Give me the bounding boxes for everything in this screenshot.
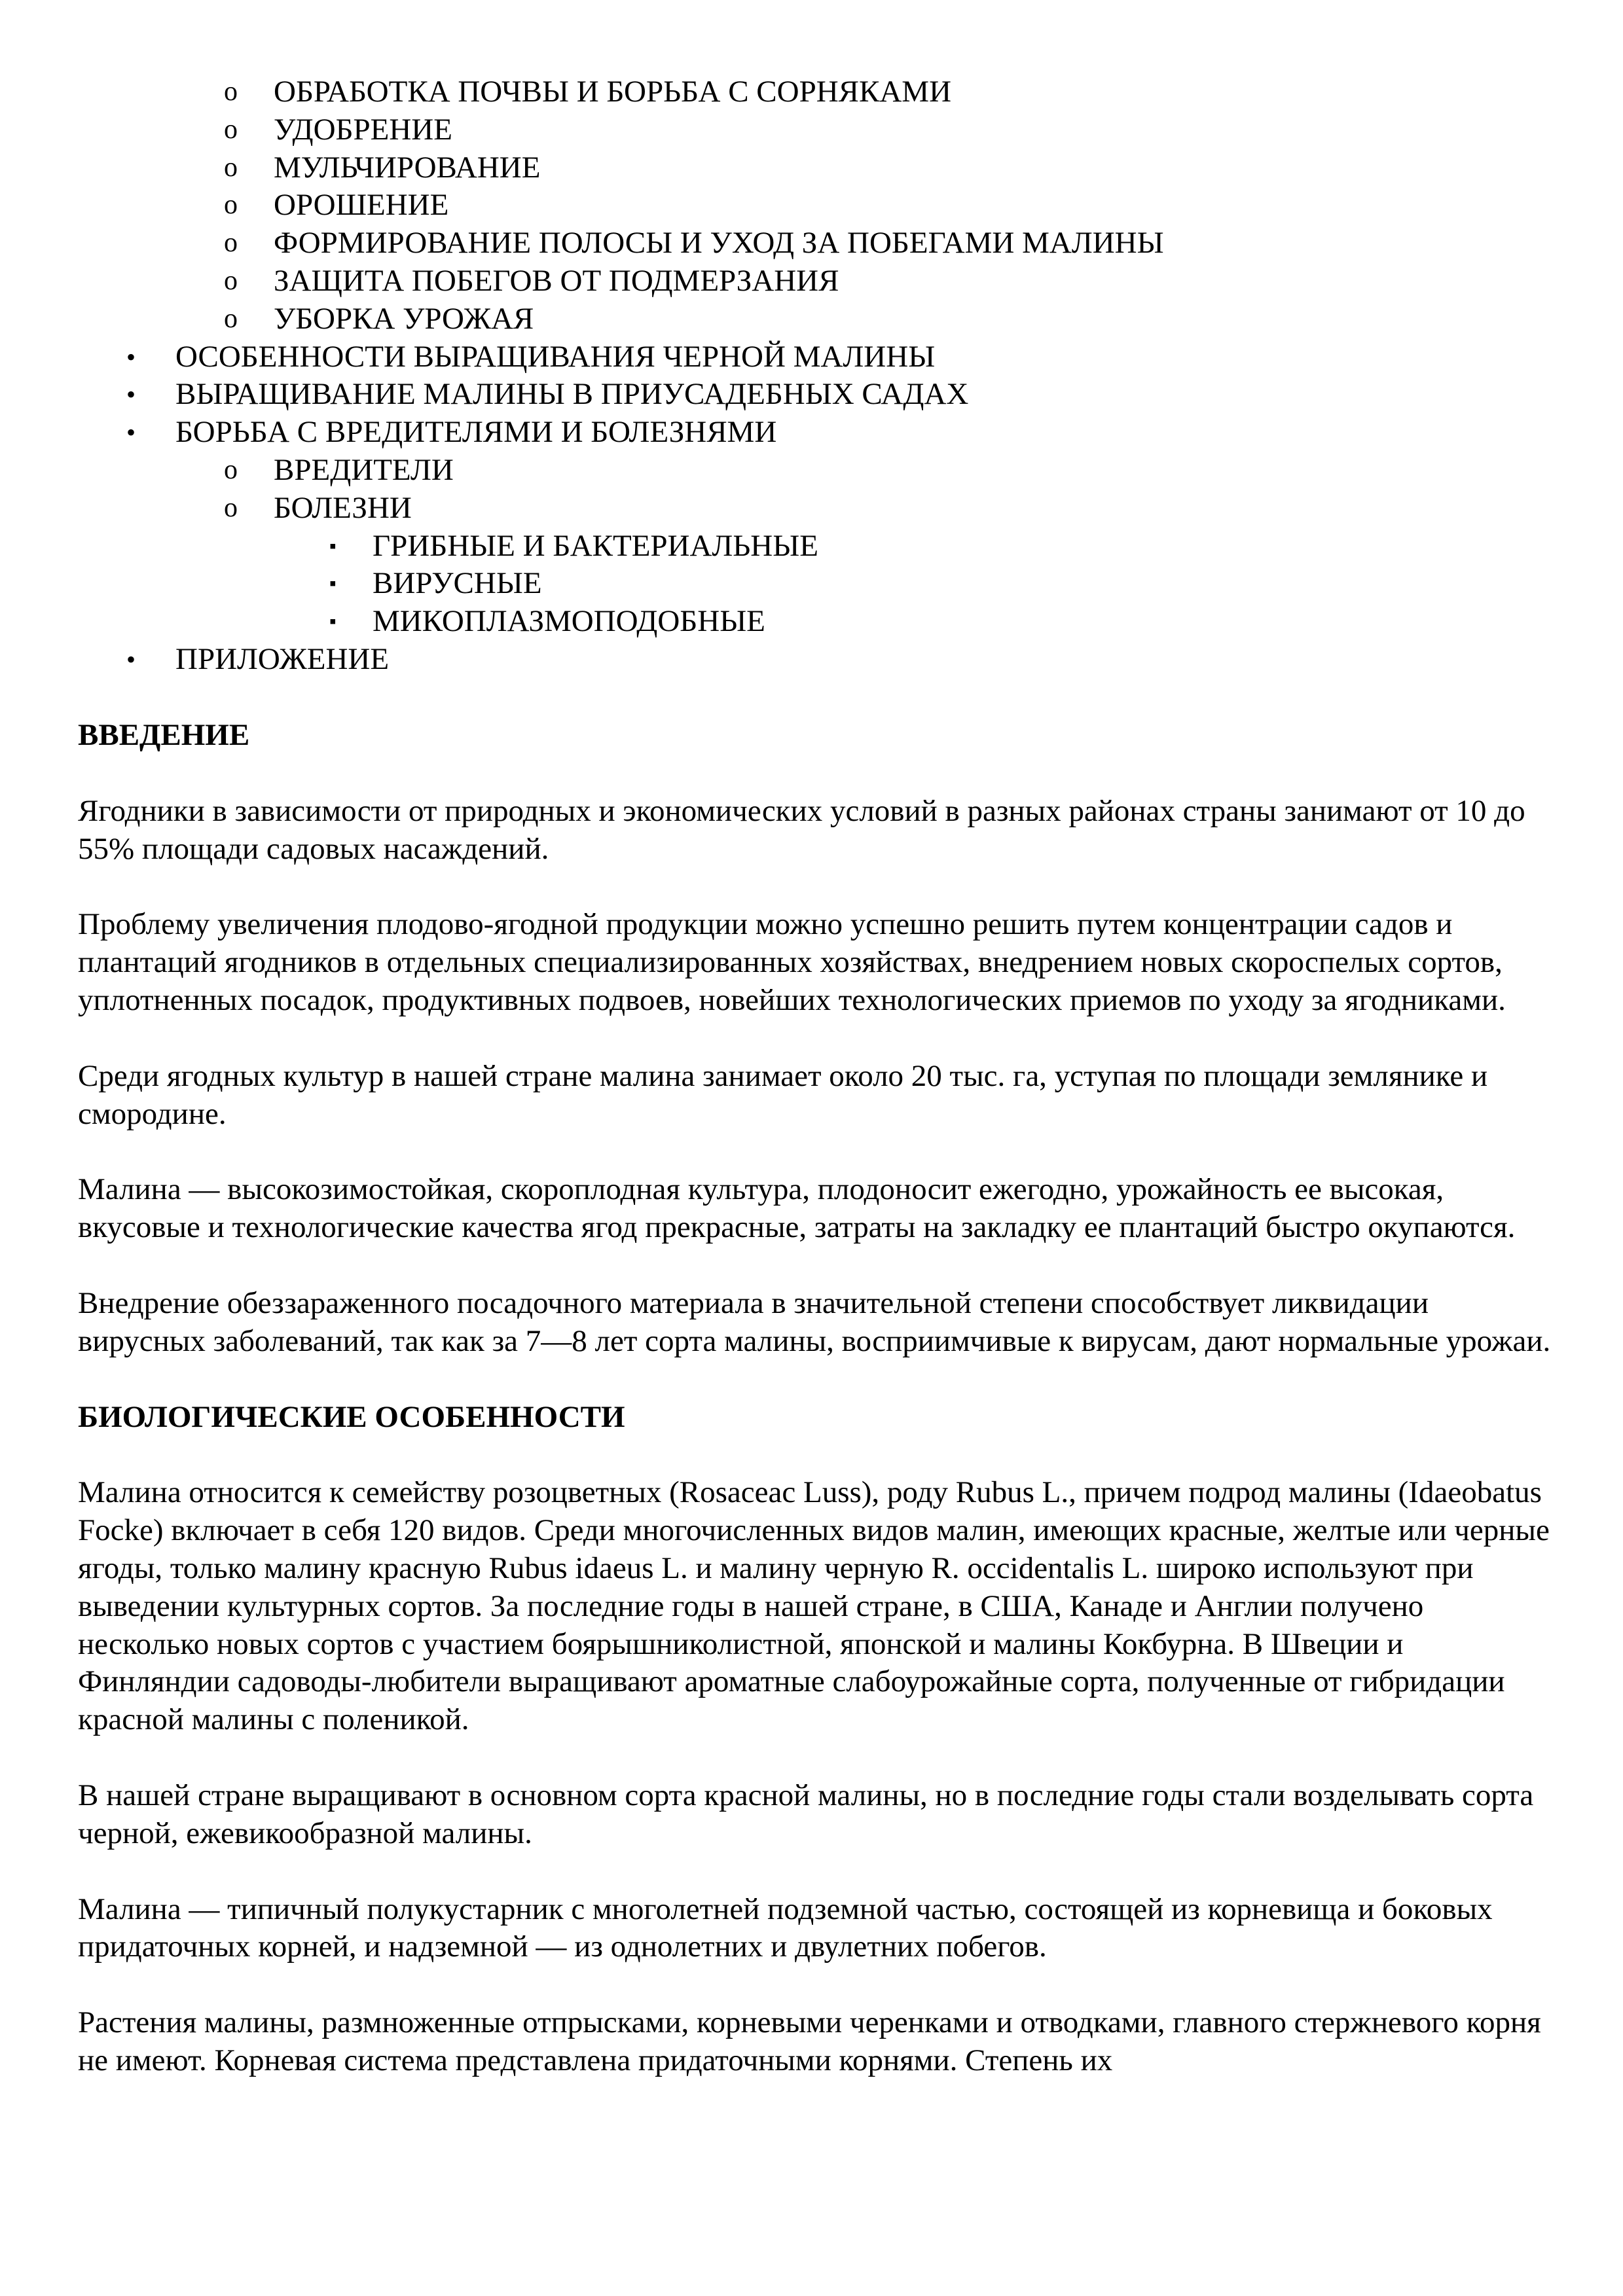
circle-bullet-icon: o (224, 265, 238, 296)
toc-item[interactable] (0, 262, 1623, 300)
square-bullet-icon: ▪ (329, 535, 337, 557)
paragraph: Ягодники в зависимости от природных и экономических условий в разных районах страны занимают от 10 до 55% площади садовых насаждений. (78, 793, 1525, 866)
document-body (78, 717, 1551, 2118)
toc-item-label: ВРЕДИТЕЛИ (274, 452, 454, 487)
paragraph: В нашей стране выращивают в основном сорта красной малины, но в последние годы стали возделывать сорта черной, ежевикообразной малины. (78, 1778, 1534, 1850)
toc-item-label: ОСОБЕННОСТИ ВЫРАЩИВАНИЯ ЧЕРНОЙ МАЛИНЫ (175, 339, 936, 374)
disc-bullet-icon: • (126, 380, 136, 410)
paragraph: Малина относится к семейству розоцветных (Rosaceac Luss), роду Rubus L., причем подрод малины (Idaeobatus Focke) включает в себя 120 видов. Среди многочисленных видов малин, имеющих красные, желтые или черные ягоды, только малину красную Rubus idaeus L. и малину черную R. occidentalis L. широко используют при выведении культурных сортов. За последние годы в нашей стране, в США, Канаде и Англии получено несколько новых сортов с участием боярышниколистной, японской и малины Кокбурна. В Швеции и Финляндии садоводы-любители выращивают ароматные слабоурожайные сорта, полученные от гибридации красной малины с поленикой. (78, 1475, 1550, 1737)
toc-item[interactable] (0, 300, 1623, 338)
disc-bullet-icon: • (126, 418, 136, 448)
square-bullet-icon: ▪ (329, 611, 337, 633)
toc-item[interactable] (0, 603, 1623, 641)
toc-item[interactable] (0, 149, 1623, 187)
toc-item-label: УБОРКА УРОЖАЯ (274, 301, 534, 336)
circle-bullet-icon: o (224, 114, 238, 145)
circle-bullet-icon: o (224, 152, 238, 183)
paragraph: Малина — типичный полукустарник с многолетней подземной частью, состоящей из корневища и боковых придаточных корней, и надземной — из однолетних и двулетних побегов. (78, 1892, 1493, 1964)
toc-item[interactable] (0, 338, 1623, 376)
toc-item[interactable] (0, 224, 1623, 262)
section-biology (78, 1399, 1551, 2080)
section-introduction (78, 717, 1551, 1361)
disc-bullet-icon: • (126, 342, 136, 372)
toc-item-label: ЗАЩИТА ПОБЕГОВ ОТ ПОДМЕРЗАНИЯ (274, 263, 839, 298)
toc-item[interactable] (0, 490, 1623, 528)
circle-bullet-icon: o (224, 190, 238, 221)
toc-item[interactable] (0, 452, 1623, 490)
toc-item-label: ГРИБНЫЕ И БАКТЕРИАЛЬНЫЕ (373, 528, 818, 563)
toc-item[interactable] (0, 414, 1623, 452)
toc-item-label: ФОРМИРОВАНИЕ ПОЛОСЫ И УХОД ЗА ПОБЕГАМИ МАЛИНЫ (274, 226, 1164, 260)
toc-item-label: ВИРУСНЫЕ (373, 566, 542, 601)
toc-item[interactable] (0, 565, 1623, 603)
circle-bullet-icon: o (224, 77, 238, 107)
square-bullet-icon: ▪ (329, 573, 337, 595)
circle-bullet-icon: o (224, 303, 238, 334)
paragraph: Растения малины, размноженные отпрысками, корневыми черенками и отводками, главного стержневого корня не имеют. Корневая система представлена придаточными корнями. Степень их (78, 2005, 1541, 2077)
toc-item[interactable] (0, 73, 1623, 111)
disc-bullet-icon: • (126, 644, 136, 674)
paragraph: Малина — высокозимостойкая, скороплодная культура, плодоносит ежегодно, урожайность ее высокая, вкусовые и технологические качества ягод прекрасные, затраты на закладку ее плантаций быстро окупаются. (78, 1172, 1516, 1245)
toc-item-label: БОРЬБА С ВРЕДИТЕЛЯМИ И БОЛЕЗНЯМИ (175, 415, 777, 450)
toc-item-label: УДОБРЕНИЕ (274, 112, 452, 147)
toc-item-label: ПРИЛОЖЕНИЕ (175, 641, 390, 676)
toc-item-label: МИКОПЛАЗМОПОДОБНЫЕ (373, 604, 765, 639)
circle-bullet-icon: o (224, 454, 238, 485)
table-of-contents (0, 73, 1623, 679)
toc-item-label: ОРОШЕНИЕ (274, 188, 449, 223)
toc-item[interactable] (0, 376, 1623, 414)
section-heading: БИОЛОГИЧЕСКИЕ ОСОБЕННОСТИ (78, 1399, 625, 1434)
toc-item[interactable] (0, 528, 1623, 565)
circle-bullet-icon: o (224, 228, 238, 259)
toc-item[interactable] (0, 111, 1623, 149)
toc-item-label: МУЛЬЧИРОВАНИЕ (274, 150, 541, 185)
paragraph: Среди ягодных культур в нашей стране малина занимает около 20 тыс. га, уступая по площади землянике и смородине. (78, 1058, 1488, 1131)
toc-item[interactable] (0, 187, 1623, 224)
paragraph: Внедрение обеззараженного посадочного материала в значительной степени способствует ликвидации вирусных заболеваний, так как за 7—8 лет сорта малины, восприимчивые к вирусам, дают нормальные урожаи. (78, 1285, 1551, 1358)
circle-bullet-icon: o (224, 492, 238, 523)
toc-item-label: ОБРАБОТКА ПОЧВЫ И БОРЬБА С СОРНЯКАМИ (274, 75, 952, 109)
toc-item-label: БОЛЕЗНИ (274, 490, 412, 525)
section-heading: ВВЕДЕНИЕ (78, 718, 250, 752)
paragraph: Проблему увеличения плодово-ягодной продукции можно успешно решить путем концентрации садов и плантаций ягодников в отдельных специализированных хозяйствах, внедрением новых скороспелых сортов, уплотненных посадок, продуктивных подвоев, новейших технологических приемов по уходу за ягодниками. (78, 907, 1506, 1017)
toc-item-label: ВЫРАЩИВАНИЕ МАЛИНЫ В ПРИУСАДЕБНЫХ САДАХ (175, 377, 969, 412)
toc-item[interactable] (0, 641, 1623, 679)
